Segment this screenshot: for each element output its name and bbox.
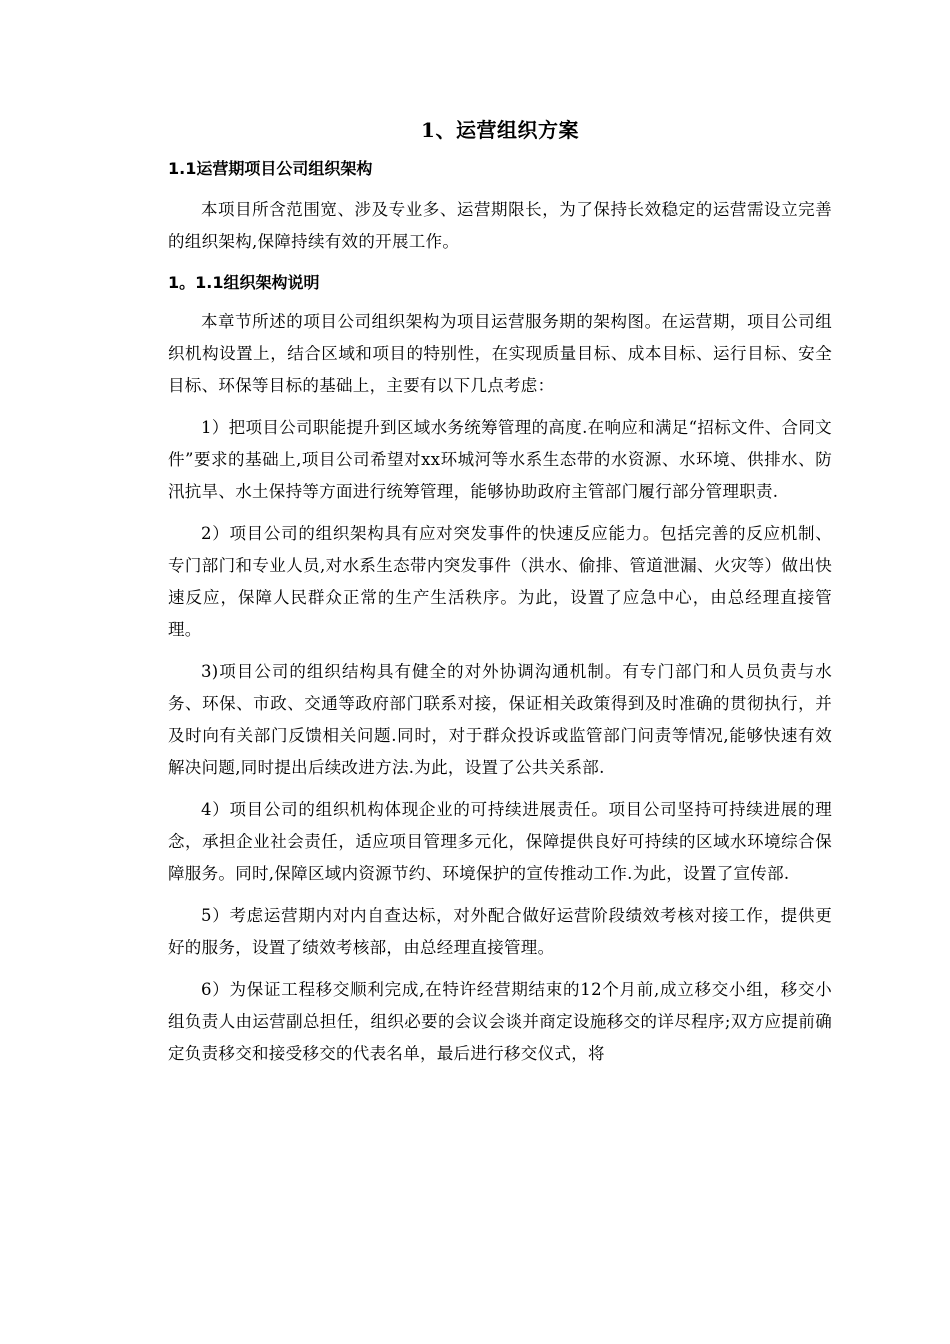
subsection-intro-paragraph: 本章节所述的项目公司组织架构为项目运营服务期的架构图。在运营期，项目公司组织机构设置上，结合区域和项目的特别性，在实现质量目标、成本目标、运行目标、安全目标、环保等目标的基础上，主要有以下几点考虑： [168, 312, 832, 395]
point-paragraph-3: 3)项目公司的组织结构具有健全的对外协调沟通机制。有专门部门和人员负责与水务、环保、市政、交通等政府部门联系对接，保证相关政策得到及时准确的贯彻执行，并及时向有关部门反馈相关问题.同时，对于群众投诉或监管部门问责等情况,能够快速有效解决问题,同时提出后续改进方法.为此，设置了公共关系部. [168, 662, 832, 777]
point-paragraph-2: 2）项目公司的组织架构具有应对突发事件的快速反应能力。包括完善的反应机制、专门部门和专业人员,对水系生态带内突发事件（洪水、偷排、管道泄漏、火灾等）做出快速反应，保障人民群众正常的生产生活秩序。为此，设置了应急中心，由总经理直接管理。 [168, 524, 832, 639]
section-intro-paragraph: 本项目所含范围宽、涉及专业多、运营期限长，为了保持长效稳定的运营需设立完善的组织架构,保障持续有效的开展工作。 [168, 200, 832, 251]
point-paragraph-5: 5）考虑运营期内对内自查达标，对外配合做好运营阶段绩效考核对接工作，提供更好的服务，设置了绩效考核部，由总经理直接管理。 [168, 906, 832, 957]
point-paragraph-6: 6）为保证工程移交顺利完成,在特许经营期结束的12个月前,成立移交小组，移交小组负责人由运营副总担任，组织必要的会议会谈并商定设施移交的详尽程序;双方应提前确定负责移交和接受移交的代表名单，最后进行移交仪式，将 [168, 980, 832, 1063]
document-body [168, 112, 832, 1080]
point-paragraph-4: 4）项目公司的组织机构体现企业的可持续进展责任。项目公司坚持可持续进展的理念，承担企业社会责任，适应项目管理多元化，保障提供良好可持续的区域水环境综合保障服务。同时,保障区域内资源节约、环境保护的宣传推动工作.为此，设置了宣传部. [168, 800, 832, 883]
point-paragraph-1: 1）把项目公司职能提升到区域水务统筹管理的高度.在响应和满足“招标文件、合同文件”要求的基础上,项目公司希望对xx环城河等水系生态带的水资源、水环境、供排水、防汛抗旱、水土保持等方面进行统筹管理，能够协助政府主管部门履行部分管理职责. [168, 418, 832, 501]
section-heading: 1.1运营期项目公司组织架构 [168, 159, 373, 178]
document-title: 1、运营组织方案 [421, 118, 579, 142]
subsection-heading: 1。1.1组织架构说明 [168, 273, 320, 292]
